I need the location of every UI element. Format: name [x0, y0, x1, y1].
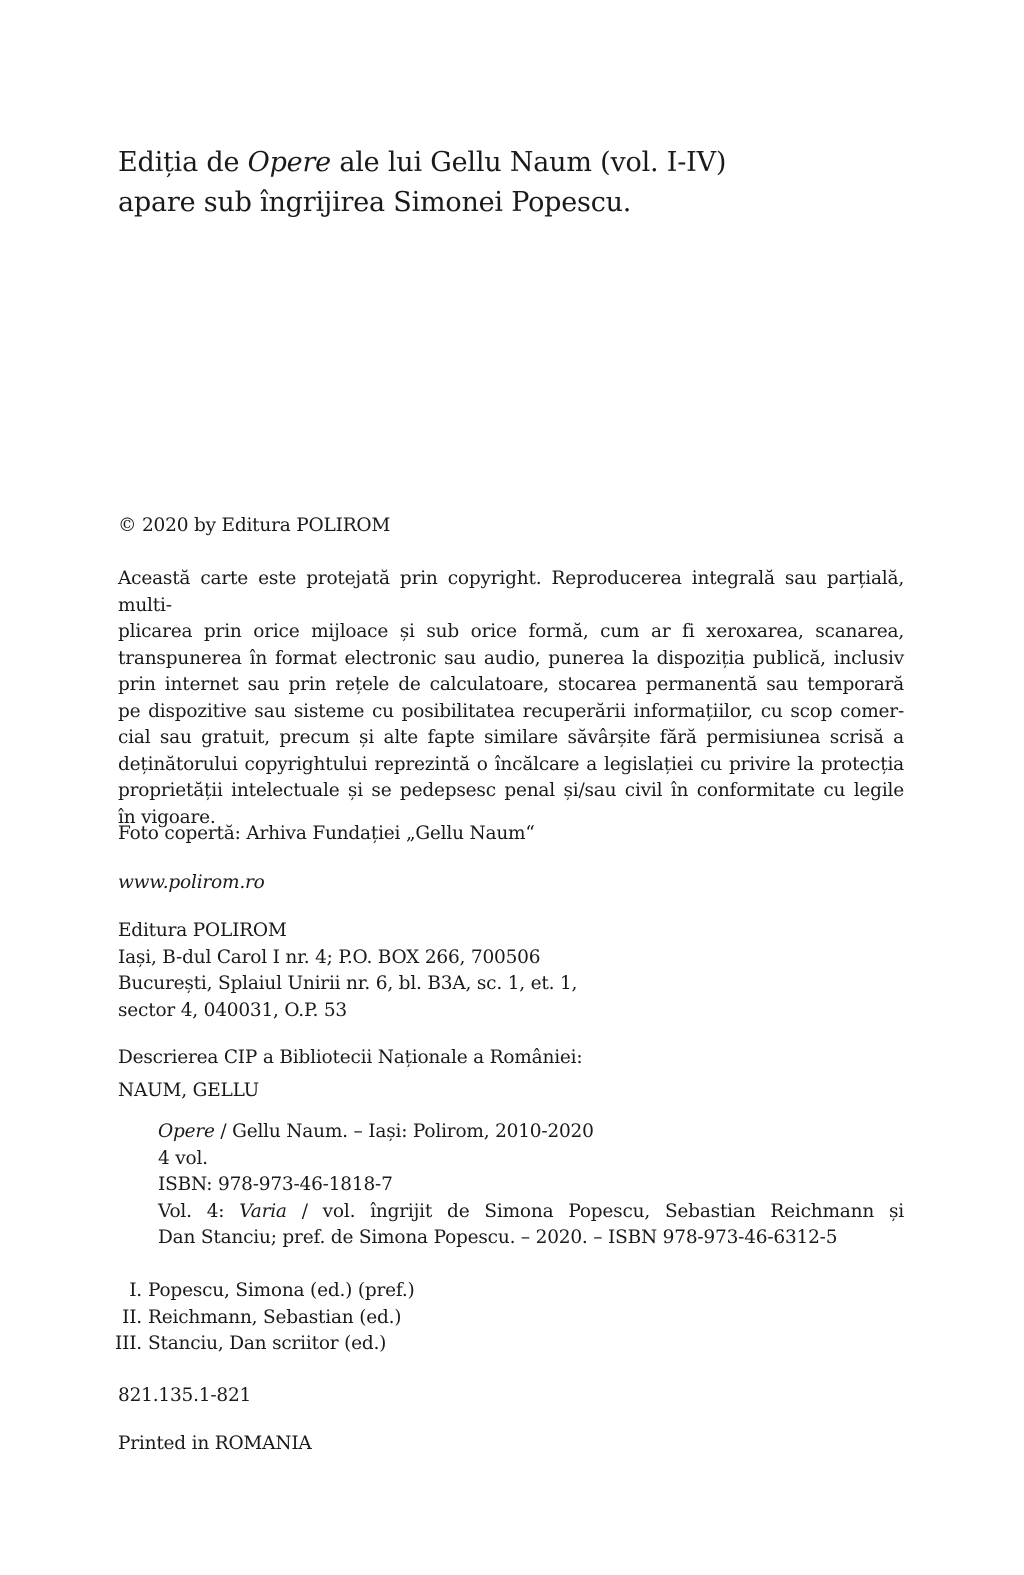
- cip-heading: Descrierea CIP a Bibliotecii Naționale a României:: [118, 1047, 583, 1068]
- publisher-name: Editura POLIROM: [118, 920, 287, 941]
- cip-classification: 821.135.1-821: [118, 1385, 252, 1406]
- legal-line: deținătorului copyrightului reprezintă o încălcare a legislației cu privire la protecția: [118, 753, 904, 775]
- copyright-line: © 2020 by Editura POLIROM: [118, 515, 391, 536]
- legal-line: transpunerea în format electronic sau audio, punerea la dispoziția publică, inclusiv: [118, 647, 904, 669]
- legal-line: proprietății intelectuale și se pedepsesc penal și/sau civil în conformitate cu legile: [118, 780, 904, 801]
- legal-line: în vigoare.: [118, 806, 216, 828]
- edition-note: [118, 143, 878, 223]
- cip-isbn: ISBN: 978-973-46-1818-7: [158, 1174, 393, 1195]
- legal-line: prin internet sau prin rețele de calculatoare, stocarea permanentă sau temporară: [118, 674, 904, 695]
- legal-line: cial sau gratuit, precum și alte fapte similare săvârșite fără permisiunea scrisă a: [118, 727, 904, 748]
- cip-vol4-line-2: Dan Stanciu; pref. de Simona Popescu. – 2020. – ISBN 978-973-46-6312-5: [158, 1227, 838, 1248]
- publisher-address: sector 4, 040031, O.P. 53: [118, 999, 347, 1021]
- cip-entry-title: Opere / Gellu Naum. – Iași: Polirom, 2010-2020: [158, 1121, 594, 1142]
- publisher-address: Iași, B-dul Carol I nr. 4; P.O. BOX 266, 700506: [118, 946, 541, 968]
- edition-note-line-1: Ediția de Opere ale lui Gellu Naum (vol. I-IV): [118, 147, 727, 178]
- cip-author: NAUM, GELLU: [118, 1080, 260, 1101]
- cip-entry: [118, 1119, 944, 1252]
- publisher-info: [118, 918, 904, 1024]
- cip-vol4: Vol. 4: Varia / vol. îngrijit de Simona Popescu, Sebastian Reichmann și: [158, 1200, 904, 1222]
- legal-line: pe dispozitive sau sisteme cu posibilitatea recuperării informațiilor, cu scop comer-: [118, 700, 904, 722]
- contributor-item: II. Reichmann, Sebastian (ed.): [122, 1306, 402, 1328]
- photo-credit: Foto copertă: Arhiva Fundației „Gellu Naum“: [118, 823, 535, 844]
- legal-line: Această carte este protejată prin copyright. Reproducerea integrală sau parțială, multi-: [118, 568, 904, 616]
- cip-volumes: 4 vol.: [158, 1147, 208, 1169]
- contributor-item: I. Popescu, Simona (ed.) (pref.): [129, 1280, 415, 1301]
- publisher-address: București, Splaiul Unirii nr. 6, bl. B3A, sc. 1, et. 1,: [118, 973, 578, 994]
- contributor-item: III. Stanciu, Dan scriitor (ed.): [114, 1333, 387, 1354]
- opere-title: Opere: [247, 147, 331, 178]
- edition-note-line-2: apare sub îngrijirea Simonei Popescu.: [118, 187, 632, 218]
- legal-line: plicarea prin orice mijloace și sub orice formă, cum ar fi xeroxarea, scanarea,: [118, 621, 904, 642]
- legal-notice: [118, 566, 904, 831]
- website-link[interactable]: www.polirom.ro: [118, 872, 265, 893]
- cip-contributors: [110, 1278, 896, 1358]
- printed-in: Printed in ROMANIA: [118, 1433, 312, 1454]
